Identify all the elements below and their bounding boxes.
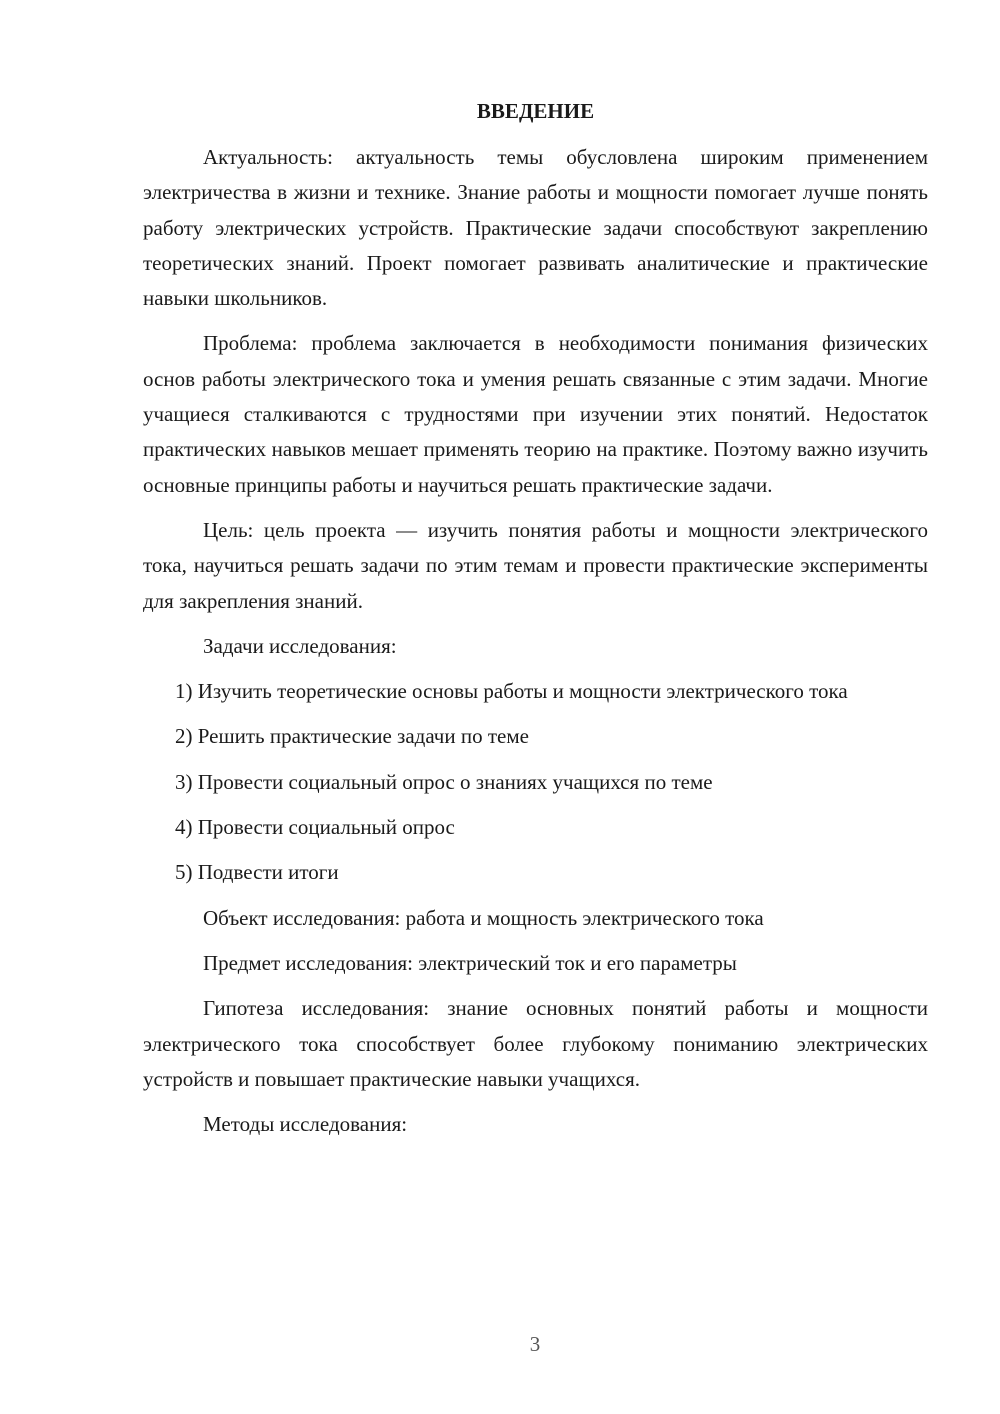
methods-heading: Методы исследования:	[203, 1112, 408, 1137]
problem-paragraph: Проблема: проблема заключается в необходимости понимания физических основ работы электрического тока и умения решать связанные с этим задачи. Многие учащиеся сталкиваются с трудностями при изучении этих понятий. Недостаток практических навыков мешает применять теорию на практике. Поэтому важно изучить основные принципы работы и научиться решать практические задачи.	[143, 331, 928, 497]
list-item: 3) Провести социальный опрос о знаниях учащихся по теме	[175, 769, 713, 794]
list-item: 5) Подвести итоги	[175, 860, 339, 885]
page-number: 3	[529, 1332, 541, 1356]
document-page	[143, 94, 928, 1152]
object-paragraph: Объект исследования: работа и мощность электрического тока	[203, 905, 764, 930]
tasks-list	[143, 674, 928, 890]
goal-paragraph: Цель: цель проекта — изучить понятия работы и мощности электрического тока, научиться решать задачи по этим темам и провести практические эксперименты для закрепления знаний.	[143, 517, 928, 613]
section-title: ВВЕДЕНИЕ	[476, 99, 595, 123]
relevance-paragraph: Актуальность: актуальность темы обусловлена широким применением электричества в жизни и технике. Знание работы и мощности помогает лучше понять работу электрических устройств. Практические задачи способствуют закреплению теоретических знаний. Проект помогает развивать аналитические и практические навыки школьников.	[143, 145, 928, 311]
list-item: 4) Провести социальный опрос	[175, 815, 455, 840]
subject-paragraph: Предмет исследования: электрический ток и его параметры	[203, 950, 737, 975]
tasks-heading: Задачи исследования:	[203, 633, 397, 658]
list-item: 1) Изучить теоретические основы работы и мощности электрического тока	[175, 679, 848, 704]
list-item: 2) Решить практические задачи по теме	[175, 724, 529, 749]
hypothesis-paragraph: Гипотеза исследования: знание основных понятий работы и мощности электрического тока способствует более глубокому пониманию электрических устройств и повышает практические навыки учащихся.	[143, 996, 928, 1091]
